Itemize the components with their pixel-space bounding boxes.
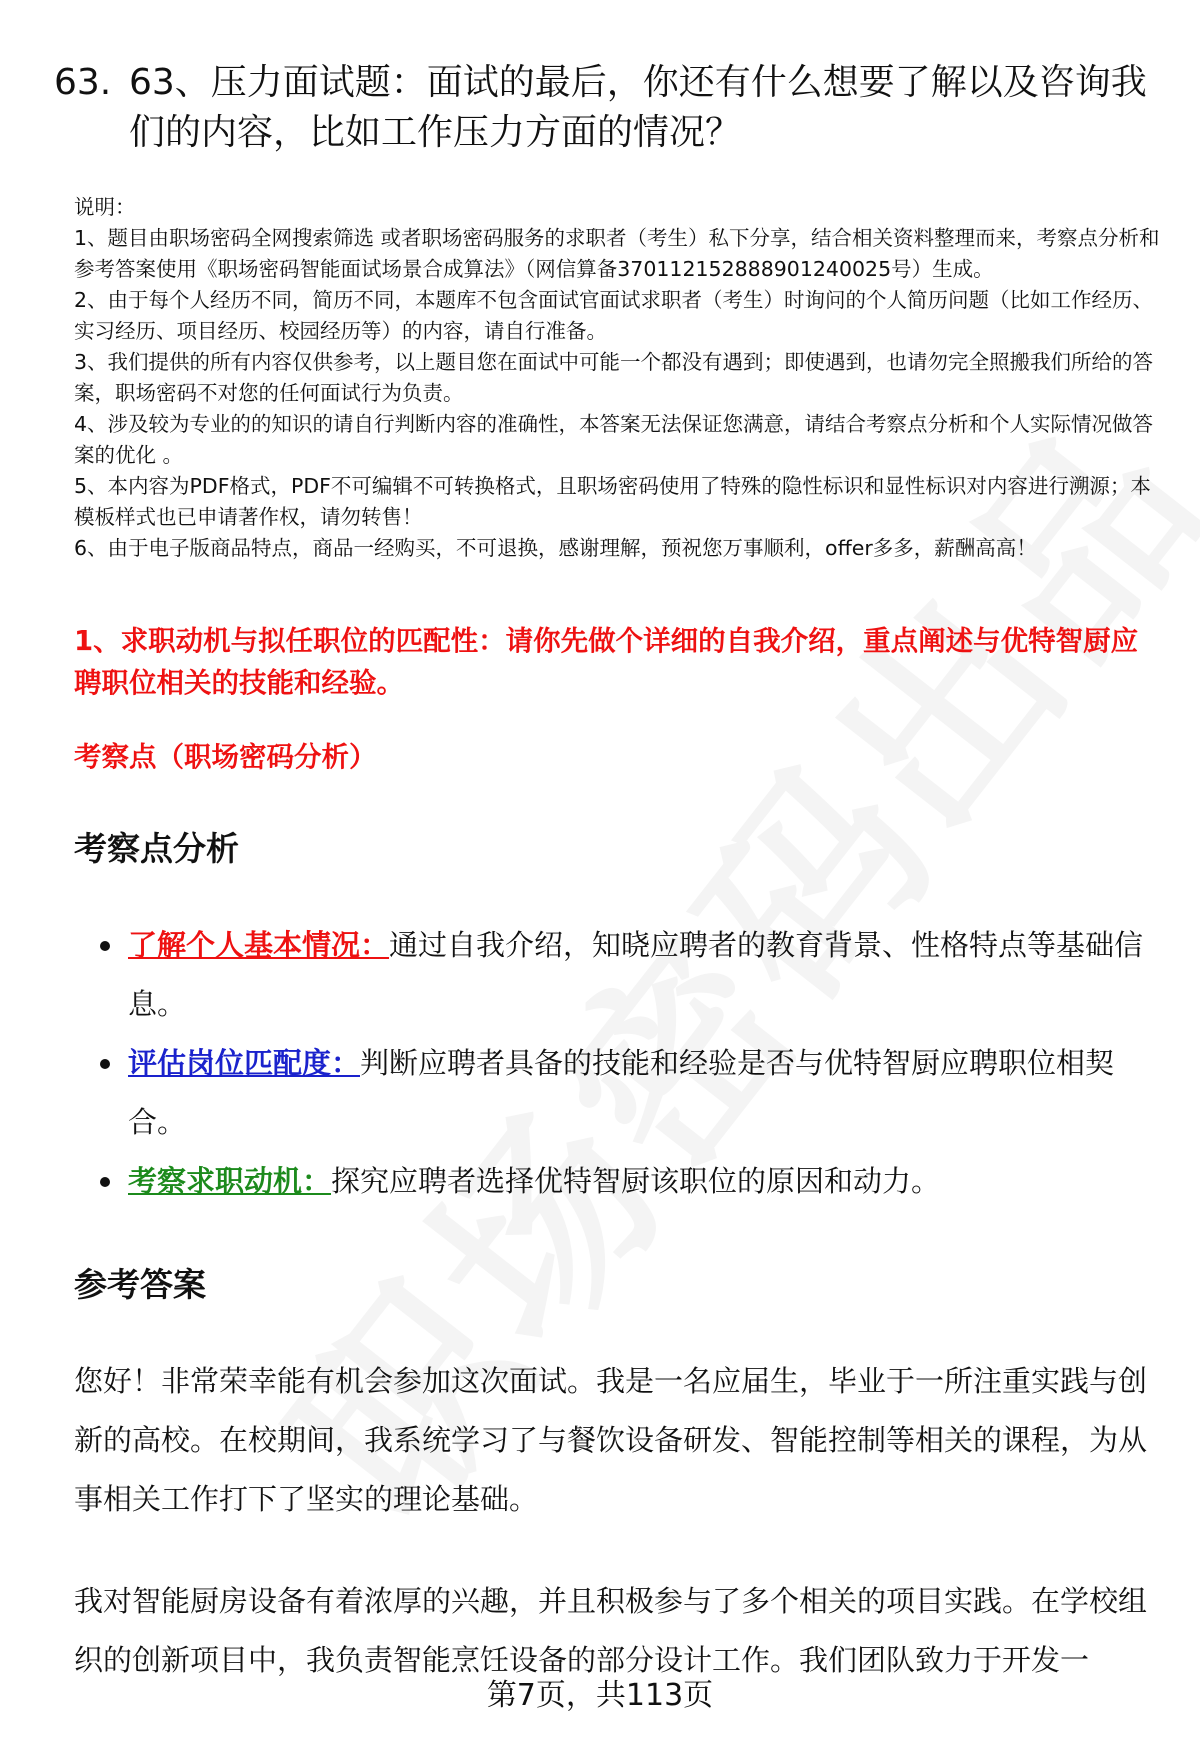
note-item: 3、我们提供的所有内容仅供参考，以上题目您在面试中可能一个都没有遇到；即使遇到，也请勿完全照搬我们所给的答案，职场密码不对您的任何面试行为负责。 xyxy=(74,350,1154,405)
note-item: 2、由于每个人经历不同，简历不同，本题库不包含面试官面试求职者（考生）时询问的个人简历问题（比如工作经历、实习经历、项目经历、校园经历等）的内容，请自行准备。 xyxy=(74,288,1154,343)
bullet-text: 判断应聘者具备的技能和经验是否与优特智厨应聘职位相契合。 xyxy=(128,1046,1115,1139)
bullet-item xyxy=(74,916,1164,1034)
question-title xyxy=(54,58,1164,158)
analysis-bullet-list xyxy=(74,916,1164,1211)
bullet-dot-icon xyxy=(100,941,110,951)
answer-paragraph: 您好！非常荣幸能有机会参加这次面试。我是一名应届生，毕业于一所注重实践与创新的高校。在校期间，我系统学习了与餐饮设备研发、智能控制等相关的课程，为从事相关工作打下了坚实的理论基础。 xyxy=(74,1364,1148,1516)
bullet-dot-icon xyxy=(100,1059,110,1069)
sub-question: 1、求职动机与拟任职位的匹配性：请你先做个详细的自我介绍，重点阐述与优特智厨应聘职位相关的技能和经验。 xyxy=(74,625,1139,699)
bullet-text: 探究应聘者选择优特智厨该职位的原因和动力。 xyxy=(331,1164,941,1198)
analysis-heading: 考察点分析 xyxy=(74,829,239,868)
notes-block xyxy=(74,192,1164,564)
question-number: 63. xyxy=(54,62,112,103)
note-item: 6、由于电子版商品特点，商品一经购买，不可退换，感谢理解，预祝您万事顺利，offer多多，薪酬高高！ xyxy=(74,536,1037,560)
page-footer: 第7页，共113页 xyxy=(486,1678,714,1713)
note-item: 5、本内容为PDF格式，PDF不可编辑不可转换格式，且职场密码使用了特殊的隐性标识和显性标识对内容进行溯源；本模板样式也已申请著作权，请勿转售！ xyxy=(74,474,1151,529)
answer-heading: 参考答案 xyxy=(74,1265,206,1304)
note-item: 4、涉及较为专业的的知识的请自行判断内容的准确性，本答案无法保证您满意，请结合考察点分析和个人实际情况做答案的优化 。 xyxy=(74,412,1154,467)
bullet-item xyxy=(74,1152,1164,1211)
analysis-label: 考察点（职场密码分析） xyxy=(74,741,377,773)
answer-paragraph: 我对智能厨房设备有着浓厚的兴趣，并且积极参与了多个相关的项目实践。在学校组织的创新项目中，我负责智能烹饪设备的部分设计工作。我们团队致力于开发一 xyxy=(74,1584,1148,1677)
note-item: 1、题目由职场密码全网搜索筛选 或者职场密码服务的求职者（考生）私下分享，结合相关资料整理而来，考察点分析和参考答案使用《职场密码智能面试场景合成算法》（网信算备370112152888901240025号）生成。 xyxy=(74,226,1160,281)
bullet-label: 考察求职动机： xyxy=(128,1164,332,1198)
bullet-dot-icon xyxy=(100,1177,110,1187)
bullet-label: 评估岗位匹配度： xyxy=(128,1046,361,1080)
bullet-label: 了解个人基本情况： xyxy=(128,928,390,962)
question-text: 63、压力面试题：面试的最后，你还有什么想要了解以及咨询我们的内容，比如工作压力方面的情况？ xyxy=(129,62,1147,153)
notes-heading: 说明： xyxy=(74,195,136,219)
bullet-item xyxy=(74,1034,1164,1152)
bullet-text: 通过自我介绍，知晓应聘者的教育背景、性格特点等基础信息。 xyxy=(128,928,1144,1021)
